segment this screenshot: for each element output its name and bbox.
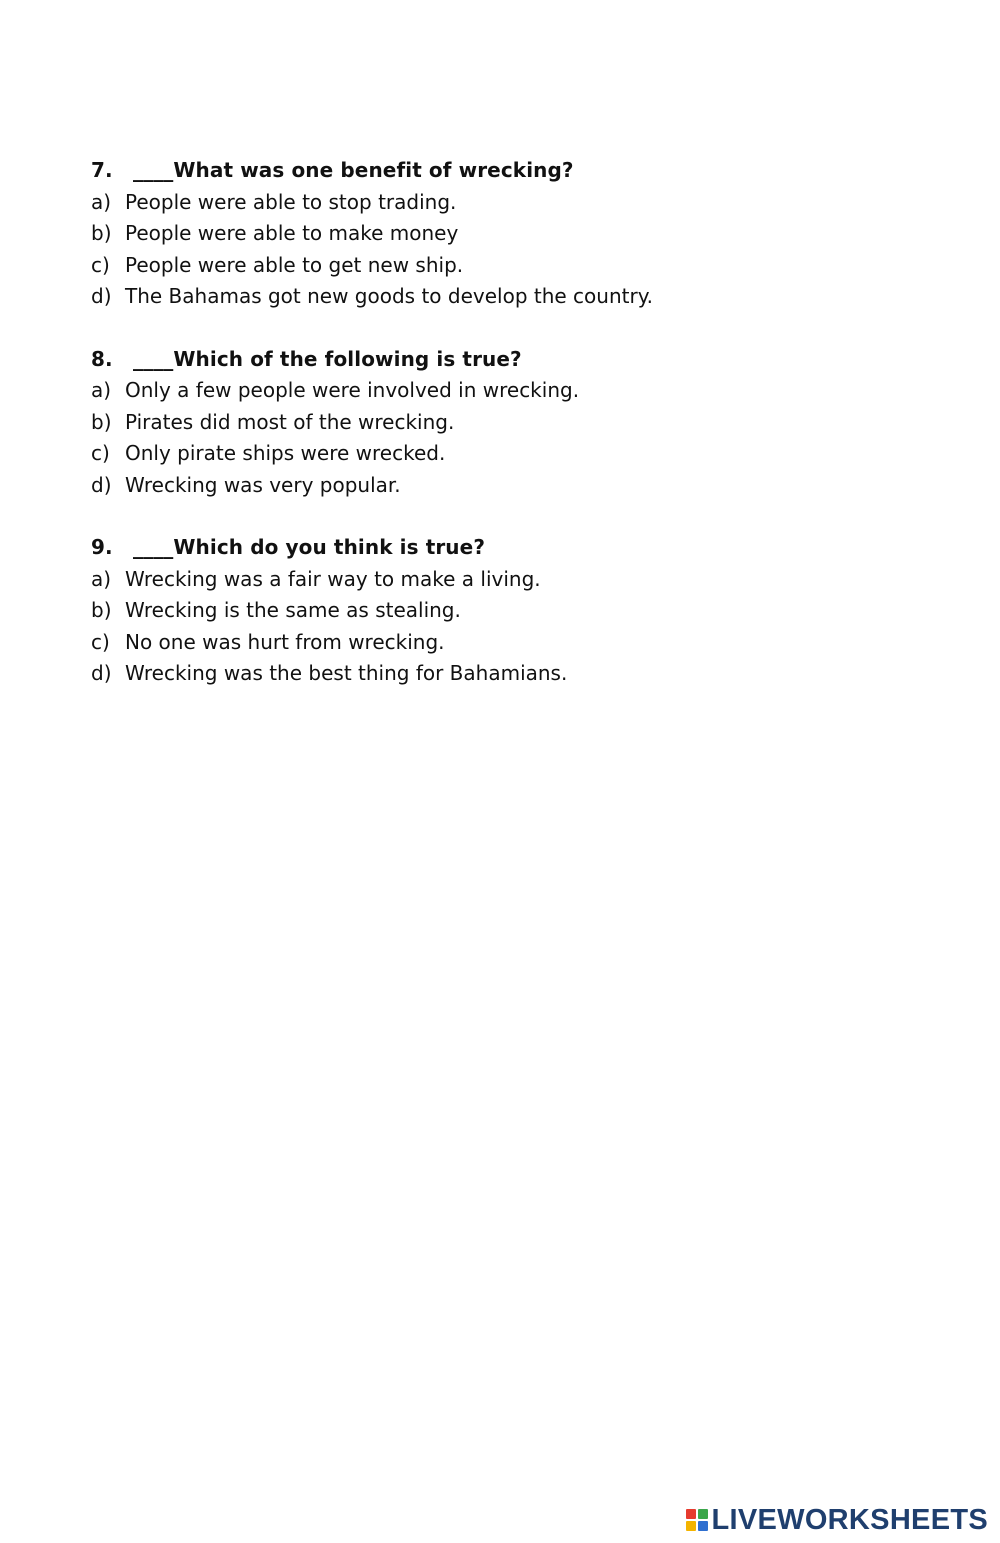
option-c [91,627,951,659]
option-text: The Bahamas got new goods to develop the country. [125,284,654,308]
option-text: Pirates did most of the wrecking. [125,409,455,434]
option-d [91,658,951,690]
question-number: 8. [91,346,113,371]
question-prompt: ____Which do you think is true? [133,535,486,559]
question-prompt: ____What was one benefit of wrecking? [133,158,574,182]
option-b [91,218,951,250]
question-number: 9. [91,535,113,559]
question-8 [91,344,951,502]
option-letter: b) [91,598,112,622]
worksheet-content [91,155,951,721]
option-letter: c) [91,629,110,654]
option-text: Wrecking was a fair way to make a living. [125,566,541,591]
liveworksheets-logo-icon [686,1509,708,1531]
logo-block-icon [686,1509,696,1519]
question-title [91,344,951,376]
option-b [91,595,951,627]
logo-block-icon [698,1509,708,1519]
option-b [91,407,951,439]
option-letter: b) [91,409,112,434]
option-c [91,438,951,470]
logo-block-icon [686,1521,696,1531]
question-9 [91,532,951,690]
option-text: Only pirate ships were wrecked. [125,441,446,465]
question-7 [91,155,951,313]
option-text: No one was hurt from wrecking. [125,629,445,654]
option-letter: d) [91,661,112,685]
question-title [91,155,951,187]
option-a [91,375,951,407]
option-letter: c) [91,441,110,465]
option-d [91,281,951,313]
option-text: People were able to get new ship. [125,252,464,277]
option-text: Wrecking is the same as stealing. [125,598,461,622]
logo-text: LIVEWORKSHEETS [711,1503,988,1536]
question-prompt: ____Which of the following is true? [133,346,522,371]
option-text: Only a few people were involved in wrecking. [125,378,580,402]
option-letter: c) [91,252,110,277]
option-text: People were able to make money [125,221,459,245]
option-letter: d) [91,284,112,308]
option-letter: b) [91,221,112,245]
option-letter: a) [91,566,112,591]
option-a [91,564,951,596]
option-text: Wrecking was very popular. [125,472,401,497]
question-number: 7. [91,158,113,182]
option-letter: a) [91,189,112,214]
option-text: People were able to stop trading. [125,189,457,214]
option-text: Wrecking was the best thing for Bahamians. [125,661,568,685]
option-a [91,187,951,219]
option-c [91,250,951,282]
logo-block-icon [698,1521,708,1531]
option-letter: a) [91,378,112,402]
question-title [91,532,951,564]
option-letter: d) [91,472,112,497]
liveworksheets-logo [686,1503,989,1537]
option-d [91,470,951,502]
